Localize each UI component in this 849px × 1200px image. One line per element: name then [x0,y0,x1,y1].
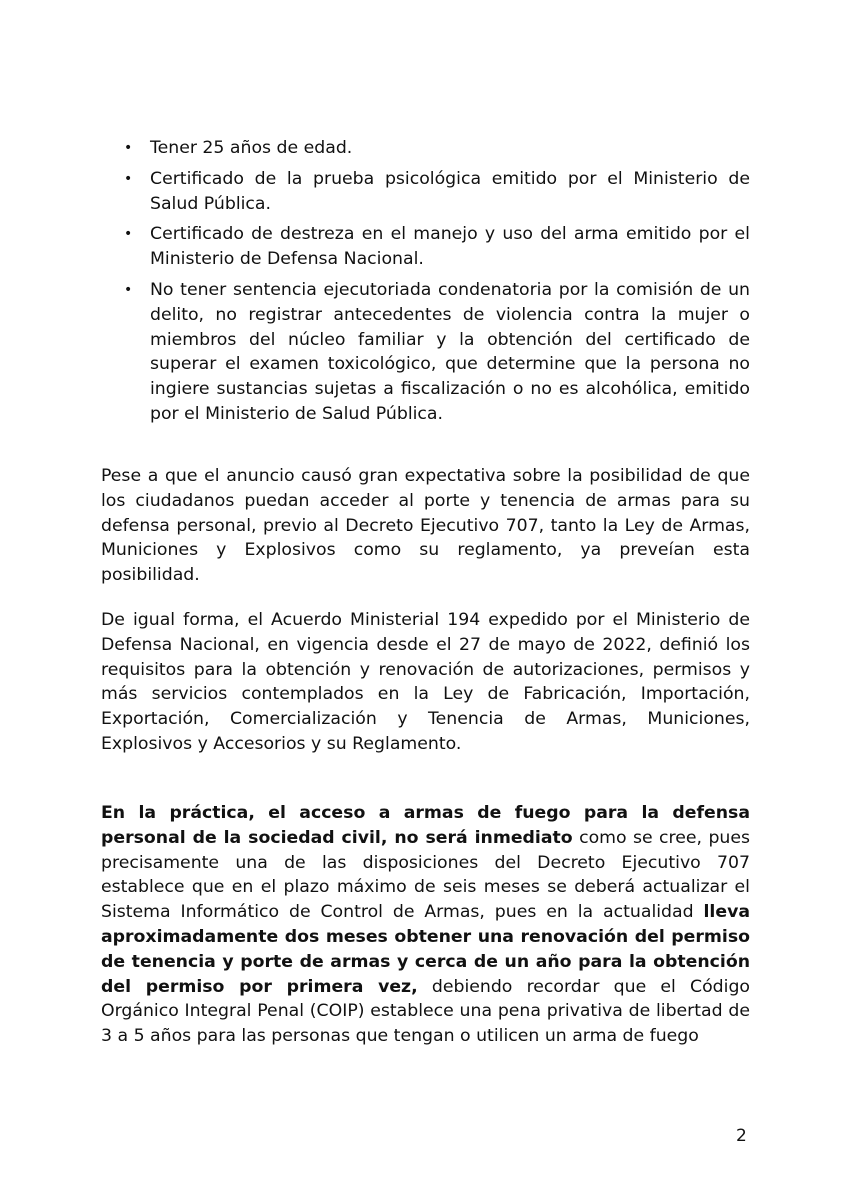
bullet-icon: • [124,226,133,243]
paragraph-text-end: debiendo recordar que el Código Orgánico Integral Penal (COIP) establece una pena privativa de libertad de 3 a 5 años para las personas que tengan o utilicen un arma de fuego [101,976,750,1047]
bullet-icon: • [124,170,133,187]
list-item-text: Certificado de la prueba psicológica emitido por el Ministerio de Salud Pública. [150,168,750,214]
bullet-icon: • [124,140,133,156]
paragraph-bold-highlight: lleva aproximadamente dos meses obtener una renovación del permiso de tenencia y porte de armas y cerca de un año para la obtención del permiso por primera vez, [101,902,750,997]
paragraph-in-practice [101,801,750,1049]
list-item-text: No tener sentencia ejecutoriada condenatoria por la comisión de un delito, no registrar antecedentes de violencia contra la mujer o miembros del núcleo familiar y la obtención del certificado de superar el examen toxicológico, que determine que la persona no ingiere sustancias sujetas a fiscalización o no es alcohólica, emitido por el Ministerio de Salud Pública. [150,279,750,424]
list-item-text: Certificado de destreza en el manejo y uso del arma emitido por el Ministerio de Defensa Nacional. [150,224,750,270]
paragraph-expectation: Pese a que el anuncio causó gran expectativa sobre la posibilidad de que los ciudadanos puedan acceder al porte y tenencia de armas para su defensa personal, previo al Decreto Ejecutivo 707, tanto la Ley de Armas, Municiones y Explosivos como su reglamento, ya preveían esta posibilidad. [101,466,750,586]
list-item [124,222,750,272]
list-item [124,136,750,161]
paragraph-text: como se cree, pues precisamente una de las disposiciones del Decreto Ejecutivo 707 establece que en el plazo máximo de seis meses se deberá actualizar el Sistema Informático de Control de Armas, pues en la actualidad [101,827,750,923]
paragraph-bold-lead: En la práctica, el acceso a armas de fuego para la defensa personal de la sociedad civil, no será inmediato [101,803,750,848]
list-item [124,278,750,427]
paragraph-ministerial-agreement: De igual forma, el Acuerdo Ministerial 194 expedido por el Ministerio de Defensa Nacional, en vigencia desde el 27 de mayo de 2022, definió los requisitos para la obtención y renovación de autorizaciones, permisos y más servicios contemplados en la Ley de Fabricación, Importación, Exportación, Comercialización y Tenencia de Armas, Municiones, Explosivos y Accesorios y su Reglamento. [101,610,750,754]
list-item-text: Tener 25 años de edad. [150,138,353,158]
list-item [124,167,750,217]
requirements-list [124,136,750,433]
page-number: 2 [736,1126,747,1146]
bullet-icon: • [124,281,133,298]
